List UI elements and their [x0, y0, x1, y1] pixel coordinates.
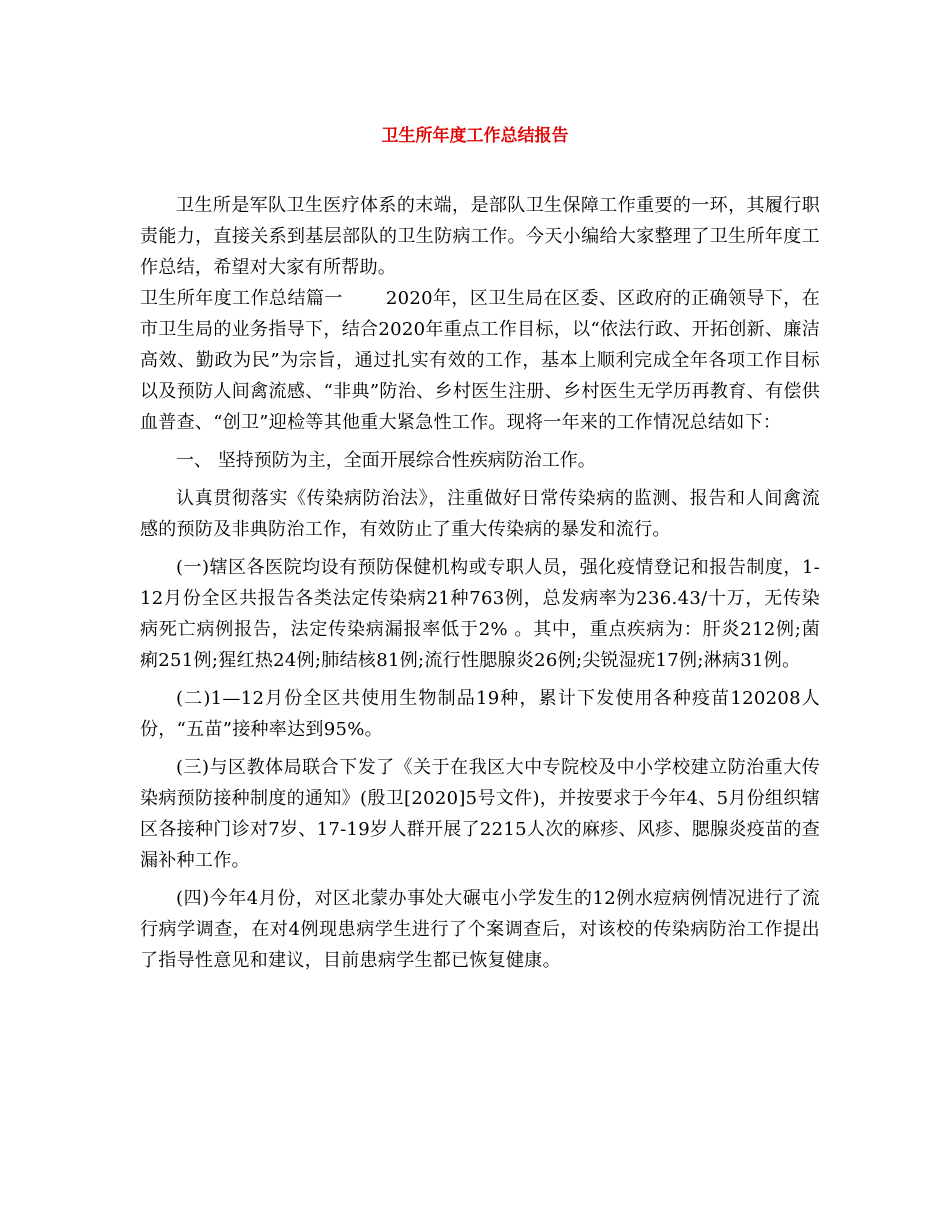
body-paragraph: (二)1—12月份全区共使用生物制品19种，累计下发使用各种疫苗120208人份，“五苗”接种率达到95%。	[140, 688, 820, 740]
intro-paragraph: 卫生所是军队卫生医疗体系的末端，是部队卫生保障工作重要的一环，其履行职责能力，直接关系到基层部队的卫生防病工作。今天小编给大家整理了卫生所年度工作总结，希望对大家有所帮助。	[140, 195, 820, 278]
summary-paragraph: 卫生所年度工作总结篇一 2020年，区卫生局在区委、区政府的正确领导下，在市卫生局的业务指导下，结合2020年重点工作目标，以“依法行政、开拓创新、廉洁高效、勤政为民”为宗旨，通过扎实有效的工作，基本上顺利完成全年各项工作目标以及预防人间禽流感、“非典”防治、乡村医生注册、乡村医生无学历再教育、有偿供血普查、“创卫”迎检等其他重大紧急性工作。现将一年来的工作情况总结如下：	[140, 288, 820, 433]
body-paragraph: (三)与区教体局联合下发了《关于在我区大中专院校及中小学校建立防治重大传染病预防接种制度的通知》(殷卫[2020]5号文件)，并按要求于今年4、5月份组织辖区各接种门诊对7岁、17-19岁人群开展了2215人次的麻疹、风疹、腮腺炎疫苗的查漏补种工作。	[140, 757, 820, 871]
body-paragraph: (四)今年4月份，对区北蒙办事处大碾屯小学发生的12例水痘病例情况进行了流行病学调查，在对4例现患病学生进行了个案调查后，对该校的传染病防治工作提出了指导性意见和建议，目前患病学生都已恢复健康。	[140, 888, 820, 971]
body-paragraph: 认真贯彻落实《传染病防治法》，注重做好日常传染病的监测、报告和人间禽流感的预防及非典防治工作，有效防止了重大传染病的暴发和流行。	[140, 488, 820, 540]
section-heading: 一、 坚持预防为主，全面开展综合性疾病防治工作。	[176, 450, 596, 471]
document-title: 卫生所年度工作总结报告	[381, 126, 569, 146]
document-body	[140, 190, 820, 983]
body-paragraph: (一)辖区各医院均设有预防保健机构或专职人员，强化疫情登记和报告制度，1-12月份全区共报告各类法定传染病21种763例，总发病率为236.43/十万，无传染病死亡病例报告，法定传染病漏报率低于2% 。其中，重点疾病为：肝炎212例;菌痢251例;猩红热24例;肺结核81例;流行性腮腺炎26例;尖锐湿疣17例;淋病31例。	[140, 557, 820, 671]
